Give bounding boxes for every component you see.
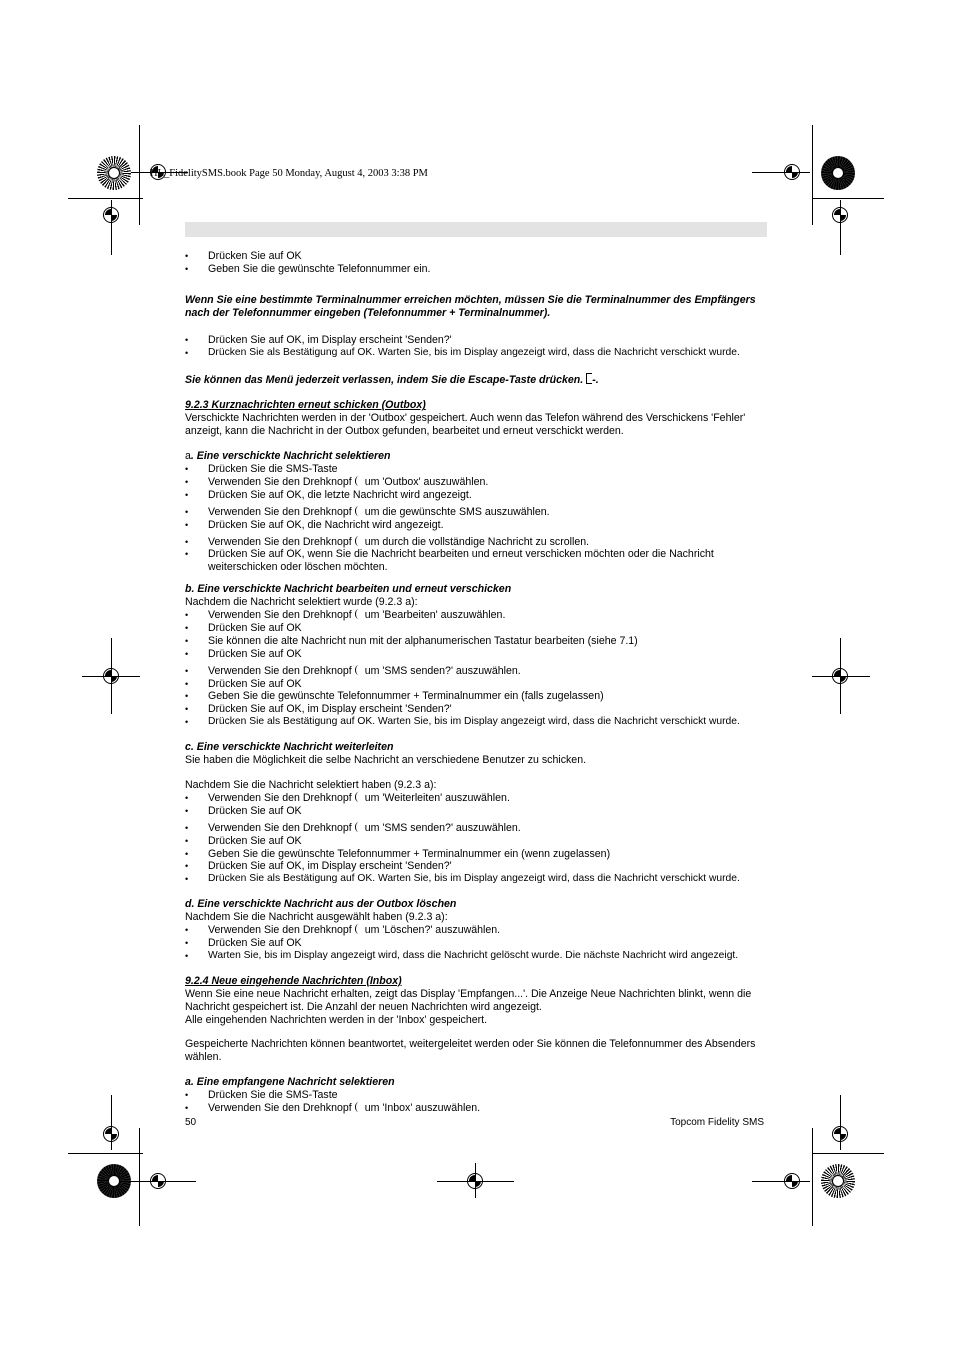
registration-crosshair-icon xyxy=(150,1173,166,1189)
registration-rosette-icon xyxy=(97,156,131,190)
list-item: • Drücken Sie auf OK xyxy=(185,621,302,634)
list-item: • Drücken Sie auf OK xyxy=(185,936,302,949)
list-item: • Drücken Sie als Bestätigung auf OK. Warten Sie, bis im Display angezeigt wird, dass die Nachricht verschickt wurde. xyxy=(185,716,740,728)
list-item: • Verwenden Sie den Drehknopf um durch die vollständige Nachricht zu scrollen. xyxy=(185,535,590,548)
note-terminal: Wenn Sie eine bestimmte Terminalnummer erreichen möchten, müssen Sie die Terminalnummer des Empfängers nach der Telefonnummer eingeben (Telefonnummer + Terminalnummer). xyxy=(185,293,756,319)
rotary-knob-icon xyxy=(355,476,362,486)
list-item: • Drücken Sie auf OK xyxy=(185,804,302,817)
paragraph: Gespeicherte Nachrichten können beantwortet, weitergeleitet werden oder Sie können die Telefonnummer des Absenders wählen. xyxy=(185,1038,756,1064)
paragraph: Sie haben die Möglichkeit die selbe Nachricht an verschiedene Benutzer zu schicken. xyxy=(185,754,587,767)
crop-line xyxy=(752,1181,810,1182)
subsection-heading: a. Eine empfangene Nachricht selektieren xyxy=(185,1076,395,1089)
paragraph: Verschickte Nachrichten werden in der 'Outbox' gespeichert. Auch wenn das Telefon während des Verschickens 'Fehler' anzeigt, kann die Nachricht in der Outbox gefunden, bearbeitet und erneut verschickt werden. xyxy=(185,412,746,438)
paragraph: Wenn Sie eine neue Nachricht erhalten, zeigt das Display 'Empfangen...'. Die Anzeige Neue Nachrichten blinkt, wenn die Nachricht gespeichert ist. Die Anzahl der neuen Nachrichten wird angezeigt. xyxy=(185,987,752,1013)
registration-crosshair-icon xyxy=(103,207,119,223)
paragraph: Nachdem Sie die Nachricht ausgewählt haben (9.2.3 a): xyxy=(185,911,448,924)
list-item: • Drücken Sie auf OK xyxy=(185,647,302,660)
paragraph: Nachdem die Nachricht selektiert wurde (9.2.3 a): xyxy=(185,596,418,609)
header-bar xyxy=(185,222,767,237)
rotary-knob-icon xyxy=(355,665,362,675)
crop-line xyxy=(68,1153,143,1154)
list-item: • Drücken Sie auf OK, im Display erscheint 'Senden?' xyxy=(185,333,452,346)
rotary-knob-icon xyxy=(355,792,362,802)
registration-crosshair-icon xyxy=(832,668,848,684)
paragraph: Nachdem Sie die Nachricht selektiert haben (9.2.3 a): xyxy=(185,779,437,791)
print-header: HL_FidelitySMS.book Page 50 Monday, August 4, 2003 3:38 PM xyxy=(150,168,428,179)
registration-crosshair-icon xyxy=(832,1126,848,1142)
note-escape: Sie können das Menü jederzeit verlassen, indem Sie die Escape-Taste drücken. -. xyxy=(185,374,599,387)
crop-line xyxy=(68,198,143,199)
list-item: • Drücken Sie auf OK xyxy=(185,834,302,847)
section-heading: 9.2.4 Neue eingehende Nachrichten (Inbox) xyxy=(185,974,402,987)
list-item: • Geben Sie die gewünschte Telefonnummer + Terminalnummer ein (wenn zugelassen) xyxy=(185,847,611,860)
registration-crosshair-icon xyxy=(103,1126,119,1142)
list-item: • Verwenden Sie den Drehknopf um 'Bearbeiten' auszuwählen. xyxy=(185,609,506,622)
registration-rosette-icon xyxy=(821,1164,855,1198)
rotary-knob-icon xyxy=(355,506,362,516)
list-item: • Drücken Sie auf OK, die letzte Nachricht wird angezeigt. xyxy=(185,488,472,501)
registration-rosette-icon xyxy=(821,156,855,190)
registration-crosshair-icon xyxy=(103,668,119,684)
subsection-heading: c. Eine verschickte Nachricht weiterleiten xyxy=(185,741,394,754)
list-item: • Verwenden Sie den Drehknopf um 'Weiterleiten' auszuwählen. xyxy=(185,791,510,804)
list-item: • Drücken Sie auf OK xyxy=(185,250,302,262)
rotary-knob-icon xyxy=(355,1102,362,1112)
list-item: • Verwenden Sie den Drehknopf um 'Outbox' auszuwählen. xyxy=(185,475,489,488)
list-item: • Verwenden Sie den Drehknopf um 'SMS senden?' auszuwählen. xyxy=(185,821,521,834)
crop-line xyxy=(139,125,140,225)
footer-product: Topcom Fidelity SMS xyxy=(670,1117,764,1128)
list-item: • Drücken Sie auf OK, die Nachricht wird angezeigt. xyxy=(185,518,444,531)
paragraph: Alle eingehenden Nachrichten werden in der 'Inbox' gespeichert. xyxy=(185,1013,488,1026)
list-item: • Verwenden Sie den Drehknopf um 'Löschen?' auszuwählen. xyxy=(185,924,501,937)
list-item: • Verwenden Sie den Drehknopf um die gewünschte SMS auszuwählen. xyxy=(185,505,550,518)
crop-line xyxy=(812,198,884,199)
list-item: • Drücken Sie die SMS-Taste xyxy=(185,462,338,475)
registration-crosshair-icon xyxy=(784,164,800,180)
registration-rosette-icon xyxy=(97,1164,131,1198)
registration-crosshair-icon xyxy=(784,1173,800,1189)
list-item: • Drücken Sie auf OK xyxy=(185,677,302,690)
crop-line xyxy=(812,125,813,225)
list-item: • Drücken Sie auf OK, im Display erscheint 'Senden?' xyxy=(185,703,452,716)
list-item: • Sie können die alte Nachricht nun mit der alphanumerischen Tastatur bearbeiten (siehe 7.1) xyxy=(185,634,638,647)
crop-line xyxy=(812,1153,884,1154)
subsection-heading: a. Eine verschickte Nachricht selektieren xyxy=(185,450,391,463)
section-heading: 9.2.3 Kurznachrichten erneut schicken (Outbox) xyxy=(185,399,426,412)
crop-line xyxy=(812,1128,813,1226)
page-content xyxy=(185,250,770,1115)
rotary-knob-icon xyxy=(355,822,362,832)
list-item: • Geben Sie die gewünschte Telefonnummer ein. xyxy=(185,262,431,275)
page-number: 50 xyxy=(185,1117,197,1128)
registration-crosshair-icon xyxy=(832,207,848,223)
list-item: • Verwenden Sie den Drehknopf um 'Inbox' auszuwählen. xyxy=(185,1102,481,1115)
crop-line xyxy=(752,172,810,173)
rotary-knob-icon xyxy=(355,609,362,619)
subsection-heading: b. Eine verschickte Nachricht bearbeiten und erneut verschicken xyxy=(185,583,512,596)
subsection-heading: d. Eine verschickte Nachricht aus der Outbox löschen xyxy=(185,898,457,911)
list-item: • Drücken Sie auf OK, im Display erscheint 'Senden?' xyxy=(185,860,452,873)
rotary-knob-icon xyxy=(355,924,362,934)
registration-crosshair-icon xyxy=(467,1173,483,1189)
list-item: • Drücken Sie als Bestätigung auf OK. Warten Sie, bis im Display angezeigt wird, dass die Nachricht verschickt wurde. xyxy=(185,873,740,885)
list-item: • Drücken Sie als Bestätigung auf OK. Warten Sie, bis im Display angezeigt wird, dass die Nachricht verschickt wurde. xyxy=(185,346,740,358)
list-item: • Verwenden Sie den Drehknopf um 'SMS senden?' auszuwählen. xyxy=(185,664,521,677)
list-item: • Geben Sie die gewünschte Telefonnummer + Terminalnummer ein (falls zugelassen) xyxy=(185,690,604,703)
escape-key-icon xyxy=(586,373,592,384)
crop-line xyxy=(139,1128,140,1226)
list-item: • Drücken Sie auf OK, wenn Sie die Nachricht bearbeiten und erneut verschicken möchten oder die Nachricht weiterschicken oder löschen möchten. xyxy=(185,548,714,574)
list-item: • Warten Sie, bis im Display angezeigt wird, dass die Nachricht gelöscht wurde. Die nächste Nachricht wird angezeigt. xyxy=(185,949,739,961)
rotary-knob-icon xyxy=(355,536,362,546)
list-item: • Drücken Sie die SMS-Taste xyxy=(185,1089,338,1102)
